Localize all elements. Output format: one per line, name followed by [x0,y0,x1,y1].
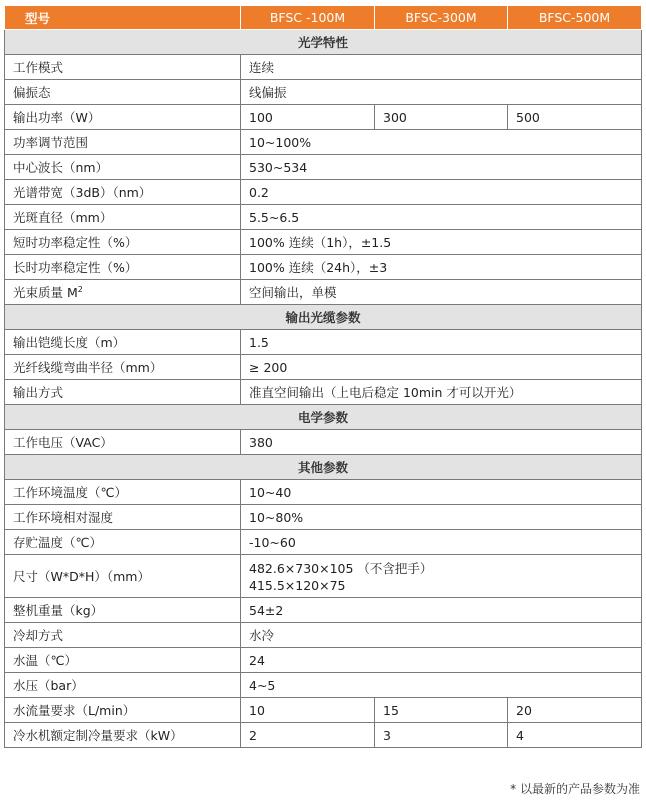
row-value: 3 [375,723,508,748]
row-label: 水温（℃） [5,648,241,673]
header-row [5,6,642,30]
section-cable [5,305,642,330]
row-value: 空间输出，单模 [241,280,642,305]
row-value: 2 [241,723,375,748]
table-row [5,648,642,673]
section-optical [5,30,642,55]
table-row [5,555,642,598]
row-value: 10~40 [241,480,642,505]
table-row [5,155,642,180]
model-100m: BFSC -100M [241,6,375,30]
row-label: 功率调节范围 [5,130,241,155]
row-value [241,555,642,598]
table-row [5,598,642,623]
row-label: 输出功率（W） [5,105,241,130]
section-title: 输出光缆参数 [5,305,642,330]
row-value: 4~5 [241,673,642,698]
row-label: 输出铠缆长度（m） [5,330,241,355]
table-row [5,205,642,230]
row-value: 100% 连续（1h），±1.5 [241,230,642,255]
table-row [5,280,642,305]
row-value: ≥ 200 [241,355,642,380]
row-value: 线偏振 [241,80,642,105]
section-title: 光学特性 [5,30,642,55]
table-row [5,380,642,405]
model-label: 型号 [5,6,241,30]
row-label: 光纤线缆弯曲半径（mm） [5,355,241,380]
table-row [5,255,642,280]
row-label: 光斑直径（mm） [5,205,241,230]
dimensions-line-1: 482.6×730×105 （不含把手） [249,561,433,576]
table-row [5,180,642,205]
row-label: 工作电压（VAC） [5,430,241,455]
row-label: 冷却方式 [5,623,241,648]
row-label: 光谱带宽（3dB）（nm） [5,180,241,205]
row-label: 存贮温度（℃） [5,530,241,555]
row-label: 工作环境温度（℃） [5,480,241,505]
table-row [5,55,642,80]
model-300m: BFSC-300M [375,6,508,30]
row-label: 水流量要求（L/min） [5,698,241,723]
row-value: 10 [241,698,375,723]
section-other [5,455,642,480]
table-row [5,698,642,723]
table-row [5,80,642,105]
row-value: 4 [508,723,642,748]
row-value: 0.2 [241,180,642,205]
row-label: 工作环境相对湿度 [5,505,241,530]
table-row [5,430,642,455]
table-row [5,673,642,698]
row-value: 准直空间输出（上电后稳定 10min 才可以开光） [241,380,642,405]
row-value: 水冷 [241,623,642,648]
table-row [5,330,642,355]
row-value: 10~80% [241,505,642,530]
table-row [5,505,642,530]
row-value: 100 [241,105,375,130]
row-value: 连续 [241,55,642,80]
table-row [5,480,642,505]
row-label: 水压（bar） [5,673,241,698]
row-label: 中心波长（nm） [5,155,241,180]
spec-table [4,6,642,748]
table-row [5,105,642,130]
row-value: 54±2 [241,598,642,623]
row-value: 1.5 [241,330,642,355]
table-row [5,230,642,255]
row-label: 输出方式 [5,380,241,405]
row-label: 长时功率稳定性（%） [5,255,241,280]
row-label: 短时功率稳定性（%） [5,230,241,255]
dimensions-line-2: 415.5×120×75 [249,578,346,593]
row-label: 尺寸（W*D*H）（mm） [5,555,241,598]
row-value: 300 [375,105,508,130]
row-label: 偏振态 [5,80,241,105]
row-value: 24 [241,648,642,673]
model-500m: BFSC-500M [508,6,642,30]
row-label: 冷水机额定制冷量要求（kW） [5,723,241,748]
section-title: 其他参数 [5,455,642,480]
row-label: 工作模式 [5,55,241,80]
table-row [5,723,642,748]
table-row [5,355,642,380]
row-label: 整机重量（kg） [5,598,241,623]
section-electrical [5,405,642,430]
row-label-superscript: 2 [77,284,83,294]
row-value: 100% 连续（24h），±3 [241,255,642,280]
table-row [5,530,642,555]
row-value: 530~534 [241,155,642,180]
row-value: 15 [375,698,508,723]
table-row [5,623,642,648]
table-row [5,130,642,155]
row-value: 10~100% [241,130,642,155]
footnote: * 以最新的产品参数为准 [510,782,640,796]
row-value: -10~60 [241,530,642,555]
row-value: 500 [508,105,642,130]
row-value: 380 [241,430,642,455]
row-value: 20 [508,698,642,723]
row-label [5,280,241,305]
row-label-text: 光束质量 M [13,285,78,300]
row-value: 5.5~6.5 [241,205,642,230]
section-title: 电学参数 [5,405,642,430]
